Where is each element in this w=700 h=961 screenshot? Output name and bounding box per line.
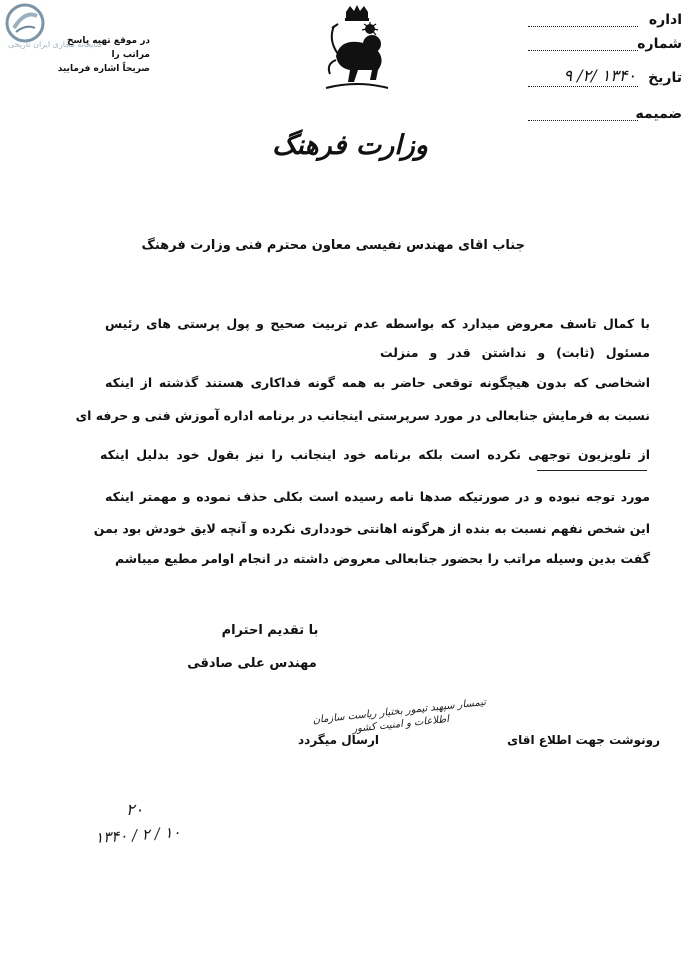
corner-note — [40, 34, 150, 76]
date-line — [528, 86, 638, 87]
number-line — [528, 50, 638, 51]
underline-mark — [537, 470, 647, 471]
enclosure-line — [528, 120, 638, 121]
body-line-4: نسبت به فرمایش جنابعالی در مورد سرپرستی اینجانب در برنامه اداره آموزش فنی و حرفه ای — [75, 408, 650, 423]
lion-and-sun-emblem-icon — [318, 4, 396, 96]
closing-regards: با تقدیم احترام — [221, 623, 319, 638]
office-label: اداره — [648, 12, 682, 28]
date-value: ۹ /۲/ ۱۳۴۰ — [563, 66, 636, 85]
corner-note-line2: صریحاً اشاره فرمایید — [57, 64, 150, 74]
bottom-mark-2: ۱۳۴۰ / ۲ / ۱۰ — [94, 823, 182, 847]
body-line-6: مورد توجه نبوده و در صورتیکه صدها نامه رسیده است بکلی حذف نموده و مهمتر اینکه — [105, 489, 650, 504]
date-label: تاریخ — [648, 70, 682, 86]
cc-text-after: ارسال میگردد — [298, 733, 380, 747]
ministry-title: وزارت فرهنگ — [272, 130, 428, 161]
enclosure-label: ضمیمه — [635, 106, 682, 122]
corner-note-line1: در موقع تهیه پاسخ مراتب را — [66, 36, 150, 60]
body-line-5: از تلویزیون توجهی نکرده است بلکه برنامه خود اینجانب را نیز بقول خود بدلیل اینکه — [100, 447, 650, 462]
body-line-7: این شخص نفهم نسبت به بنده از هرگونه اهانتی خودداری نکرده و آنچه لایق خودش بود بمن — [93, 521, 650, 536]
cc-handwritten: تیمسار سپهبد تیمور بختیار ریاست سازمان اطلاعات و امنیت کشور — [312, 696, 487, 736]
office-line — [528, 26, 638, 27]
closing-signature: مهندس علی صادقی — [187, 656, 317, 671]
body-line-1: با کمال تاسف معروض میدارد که بواسطه عدم تربیت صحیح و پول پرستی های رئیس — [105, 316, 650, 331]
watermark-text: کتابخانه مجازی ایران تاریخی — [8, 40, 103, 49]
cc-text-before: رونوشت جهت اطلاع اقای — [507, 733, 660, 747]
addressee-line: جناب اقای مهندس نفیسی معاون محترم فنی وزارت فرهنگ — [141, 238, 525, 253]
bottom-mark-1: ۲۰ — [126, 800, 144, 819]
number-label: شماره — [637, 36, 682, 52]
body-line-8: گفت بدین وسیله مراتب را بحضور جنابعالی معروض داشته در انجام اوامر مطیع میباشم — [115, 551, 650, 566]
body-line-3: اشخاصی که بدون هیچگونه توقعی حاضر به همه گونه فداکاری هستند گذشته از اینکه — [105, 375, 650, 390]
body-line-2: مسئول (ثابت) و نداشتن قدر و منزلت — [380, 345, 650, 360]
